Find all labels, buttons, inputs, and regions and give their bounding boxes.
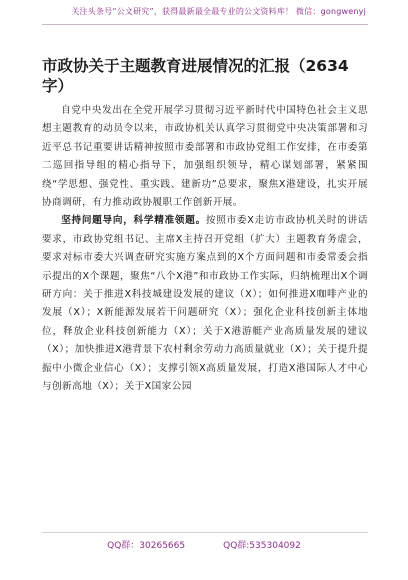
paragraph-lead-heading: 坚持问题导向，科学精准领题。 [61, 215, 206, 227]
paragraph-intro: 自党中央发出在全党开展学习贯彻习近平新时代中国特色社会主义思想主题教育的动员令以来，市政协机关认真学习贯彻党中央决策部署和习近平总书记重要讲话精神按照市委部署和市政协党组工作安排，在市委第二巡回指导组的精心指导下，加强组织领导，精心谋划部署，紧紧围绕“学思想、强党性、重实践、建新功”总要求，聚焦X港建设，扎实开展协商调研，有力推动政协履职工作创新开展。 [42, 105, 368, 209]
footer-qq-group-1: QQ群：30265665 [107, 541, 186, 551]
document-body [42, 102, 368, 397]
header-divider [42, 24, 368, 25]
paragraph-problem-oriented [42, 212, 368, 396]
footer-divider [42, 532, 368, 533]
header-watermark: 关注头条号“公文研究”，获得最新最全最专业的公文资料库！ 微信：gongwenyj [71, 7, 366, 16]
footer-qq-group-2: QQ群:535304092 [223, 541, 301, 551]
footer [0, 538, 408, 551]
document-title: 市政协关于主题教育进展情况的汇报（2634字） [42, 57, 349, 95]
paragraph-text: 按照市委X走访市政协机关时的讲话要求，市政协党组书记、主席X主持召开党组（扩大）主题教育务虚会，要求对标市委大兴调查研究实施方案点到的X个方面问题和市委常委会指示提出的X个课题，聚焦“八个X港”和市政协工作实际，归纳梳理出X个调研方向：关于推进X科技城建设发展的建议（X）；如何推进X咖啡产业的发展（X）；X新能源发展若干问题研究（X）；强化企业科技创新主体地位，释放企业科技创新能力（X）；关于X港游艇产业高质量发展的建议（X）；加快推进X港背景下农村剩余劳动力高质量就业（X）；关于提升提振中小微企业信心（X）；支撑引领X高质量发展，打造X港国际人才中心与创新高地（X）；关于X国家公园 [42, 215, 368, 393]
